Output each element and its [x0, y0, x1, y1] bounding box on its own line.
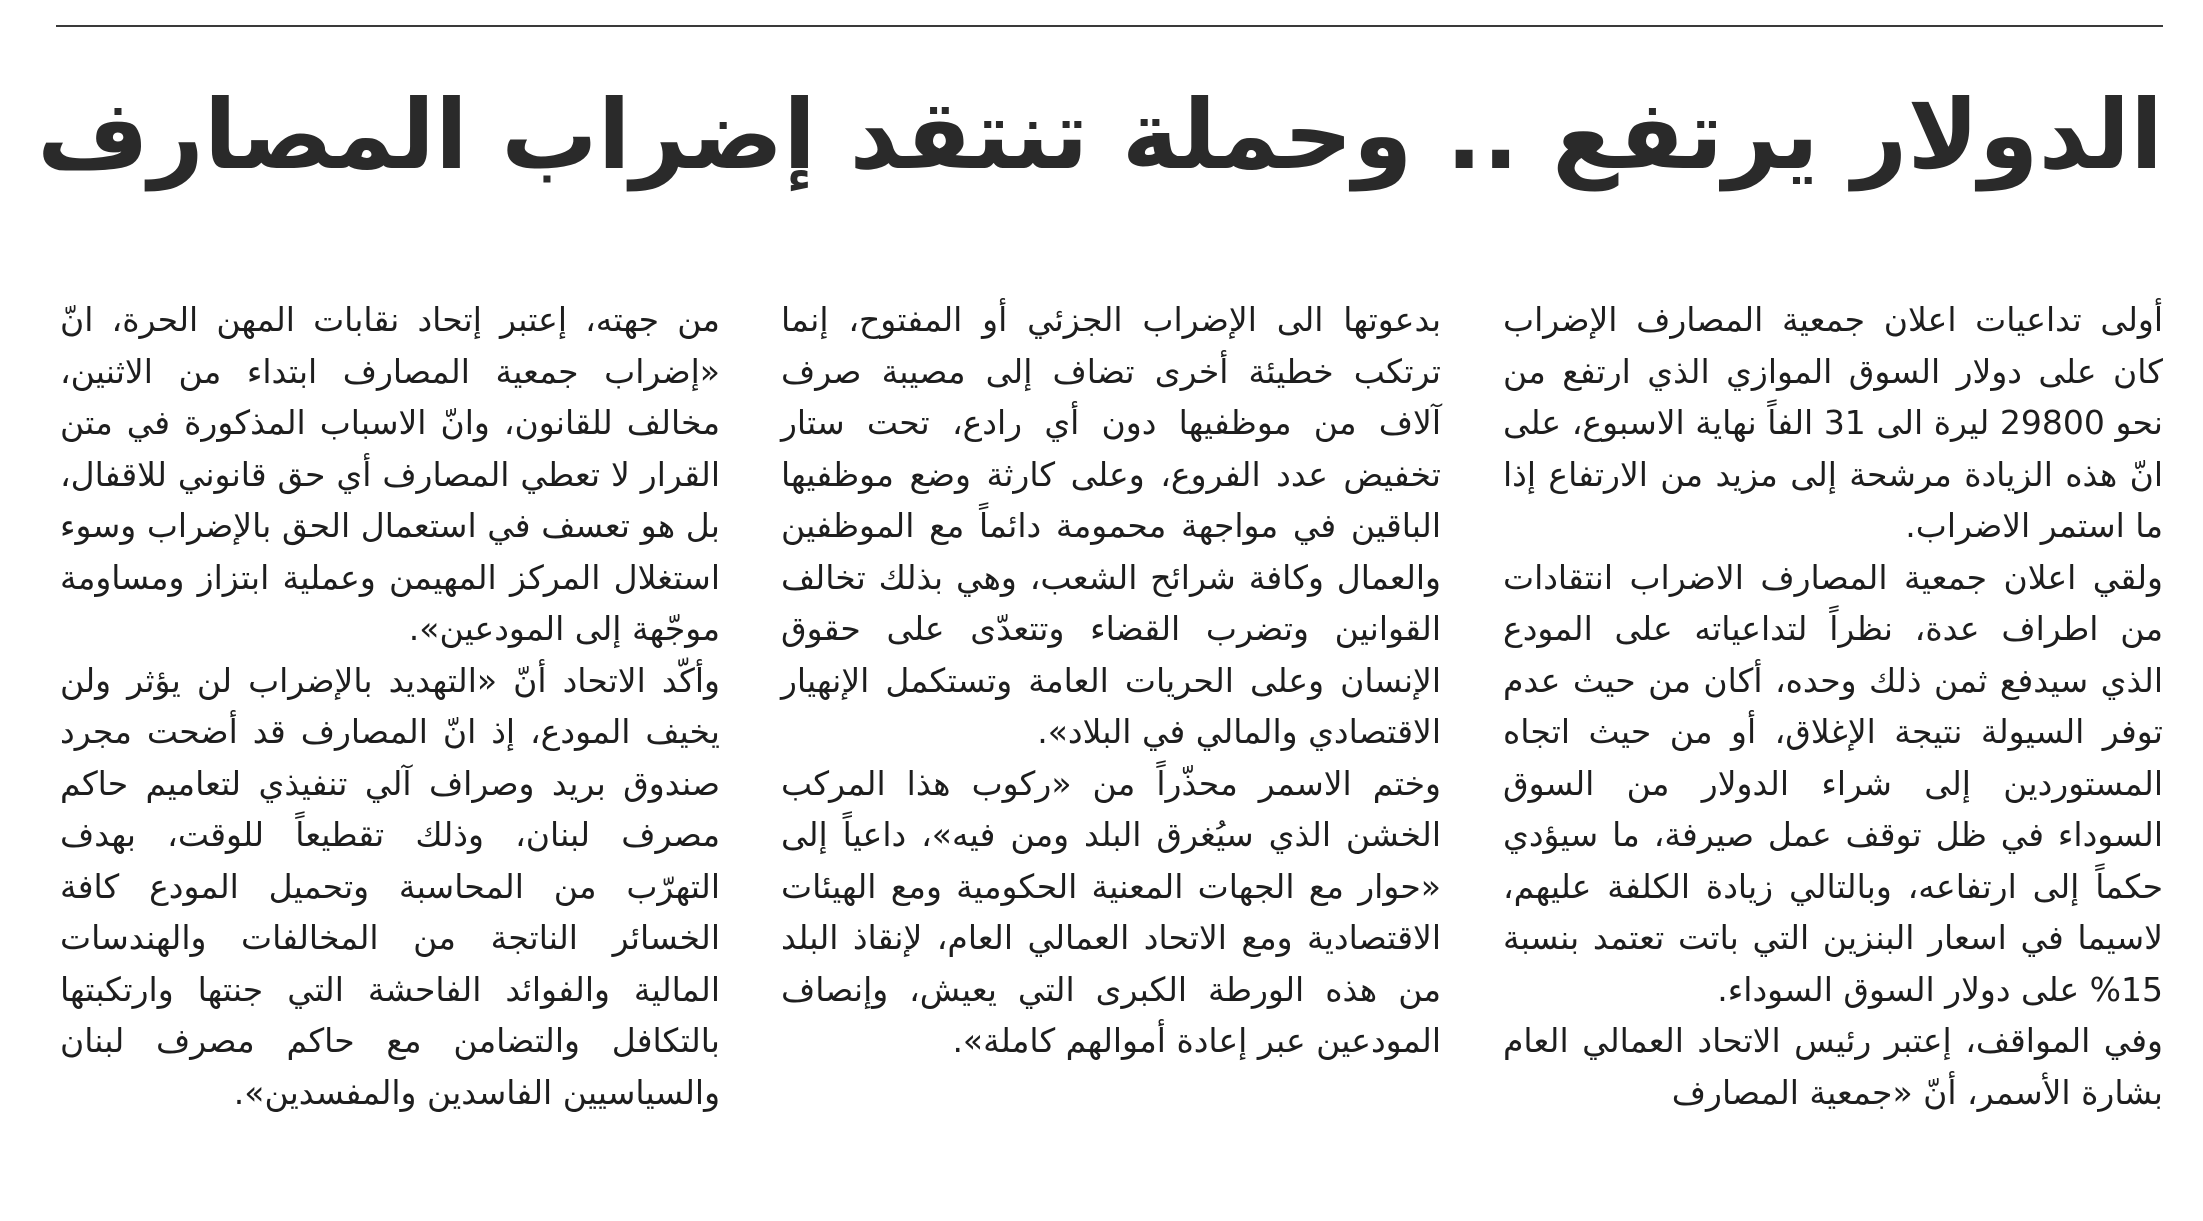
top-divider-line [56, 25, 2163, 27]
article-column-middle [781, 294, 1441, 1067]
article-paragraph: بدعوتها الى الإضراب الجزئي أو المفتوح، إنما ترتكب خطيئة أخرى تضاف إلى مصيبة صرف آلاف من موظفيها دون أي رادع، تحت ستار تخفيض عدد الفروع، وعلى كارثة وضع موظفيها الباقين في مواجهة محمومة دائماً مع الموظفين والعمال وكافة شرائح الشعب، وهي بذلك تخالف القوانين وتضرب القضاء وتتعدّى على حقوق الإنسان وعلى الحريات العامة وتستكمل الإنهيار الاقتصادي والمالي في البلاد». [781, 300, 1441, 751]
article-paragraph: وفي المواقف، إعتبر رئيس الاتحاد العمالي العام بشارة الأسمر، أنّ «جمعية المصارف [1503, 1021, 2163, 1112]
article-paragraph: ولقي اعلان جمعية المصارف الاضراب انتقادات من اطراف عدة، نظراً لتداعياته على المودع الذي سيدفع ثمن ذلك وحده، أكان من حيث عدم توفر السيولة نتيجة الإغلاق، أو من حيث اتجاه المستوردين إلى شراء الدولار من السوق السوداء في ظل توقف عمل صيرفة، ما سيؤدي حكماً إلى ارتفاعه، وبالتالي زيادة الكلفة عليهم، لاسيما في اسعار البنزين التي باتت تعتمد بنسبة 15% على دولار السوق السوداء. [1503, 557, 2163, 1009]
article-column-right [1503, 294, 2163, 1118]
article-paragraph: أولى تداعيات اعلان جمعية المصارف الإضراب كان على دولار السوق الموازي الذي ارتفع من نحو 29800 ليرة الى 31 الفاً نهاية الاسبوع، على انّ هذه الزيادة مرشحة إلى مزيد من الارتفاع إذا ما استمر الاضراب. [1503, 300, 2163, 545]
article-paragraph: وأكّد الاتحاد أنّ «التهديد بالإضراب لن يؤثر ولن يخيف المودع، إذ انّ المصارف قد أضحت مجرد صندوق بريد وصراف آلي تنفيذي لتعاميم حاكم مصرف لبنان، وذلك تقطيعاً للوقت، بهدف التهرّب من المحاسبة وتحميل المودع كافة الخسائر الناتجة من المخالفات والهندسات المالية والفوائد الفاحشة التي جنتها وارتكبتها بالتكافل والتضامن مع حاكم مصرف لبنان والسياسيين الفاسدين والمفسدين». [60, 660, 720, 1112]
article-headline: الدولار يرتفع .. وحملة تنتقد إضراب المصارف [37, 79, 2163, 191]
article-paragraph: من جهته، إعتبر إتحاد نقابات المهن الحرة، انّ «إضراب جمعية المصارف ابتداء من الاثنين، مخالف للقانون، وانّ الاسباب المذكورة في متن القرار لا تعطي المصارف أي حق قانوني للاقفال، بل هو تعسف في استعمال الحق بالإضراب وسوء استغلال المركز المهيمن وعملية ابتزاز ومساومة موجّهة إلى المودعين». [60, 300, 720, 648]
article-paragraph: وختم الاسمر محذّراً من «ركوب هذا المركب الخشن الذي سيُغرق البلد ومن فيه»، داعياً إلى «حوار مع الجهات المعنية الحكومية ومع الهيئات الاقتصادية ومع الاتحاد العمالي العام، لإنقاذ البلد من هذه الورطة الكبرى التي يعيش، وإنصاف المودعين عبر إعادة أموالهم كاملة». [781, 763, 1441, 1060]
article-column-left [60, 294, 720, 1118]
